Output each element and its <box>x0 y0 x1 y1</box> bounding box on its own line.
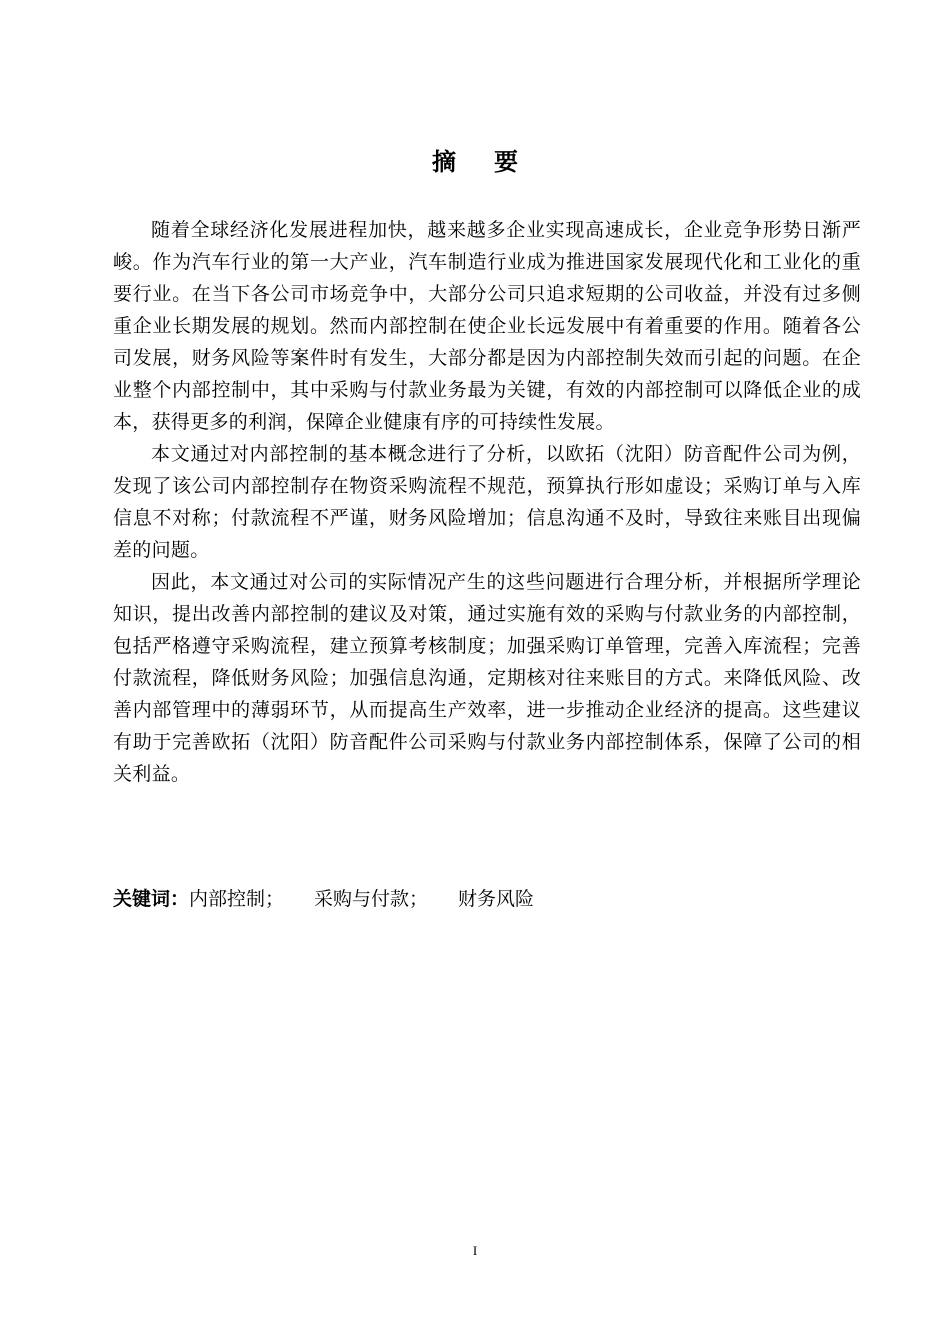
page-number: I <box>472 1243 478 1258</box>
keywords-line <box>113 883 861 915</box>
abstract-paragraph: 因此，本文通过对公司的实际情况产生的这些问题进行合理分析，并根据所学理论知识，提出改善内部控制的建议及对策，通过实施有效的采购与付款业务的内部控制，包括严格遵守采购流程，建立预算考核制度；加强采购订单管理，完善入库流程；完善付款流程，降低财务风险；加强信息沟通，定期核对往来账目的方式。来降低风险、改善内部管理中的薄弱环节，从而提高生产效率，进一步推动企业经济的提高。这些建议有助于完善欧拓（沈阳）防音配件公司采购与付款业务内部控制体系，保障了公司的相关利益。 <box>113 571 861 785</box>
abstract-paragraph: 随着全球经济化发展进程加快，越来越多企业实现高速成长，企业竞争形势日渐严峻。作为汽车行业的第一大产业，汽车制造行业成为推进国家发展现代化和工业化的重要行业。在当下各公司市场竞争中，大部分公司只追求短期的公司收益，并没有过多侧重企业长期发展的规划。然而内部控制在使企业长远发展中有着重要的作用。随着各公司发展，财务风险等案件时有发生，大部分都是因为内部控制失效而引起的问题。在企业整个内部控制中，其中采购与付款业务最为关键，有效的内部控制可以降低企业的成本，获得更多的利润，保障企业健康有序的可持续性发展。 <box>113 219 861 433</box>
keywords-label: 关键词： <box>113 888 190 910</box>
abstract-paragraph: 本文通过对内部控制的基本概念进行了分析，以欧拓（沈阳）防音配件公司为例，发现了该公司内部控制存在物资采购流程不规范，预算执行形如虚设；采购订单与入库信息不对称；付款流程不严谨，财务风险增加；信息沟通不及时，导致往来账目出现偏差的问题。 <box>113 443 861 561</box>
keyword-item: 采购与付款； <box>314 888 429 910</box>
keyword-item: 财务风险 <box>458 888 535 910</box>
abstract-body <box>113 214 861 790</box>
keyword-item: 内部控制； <box>189 888 285 910</box>
page-title: 摘要 <box>432 148 556 176</box>
